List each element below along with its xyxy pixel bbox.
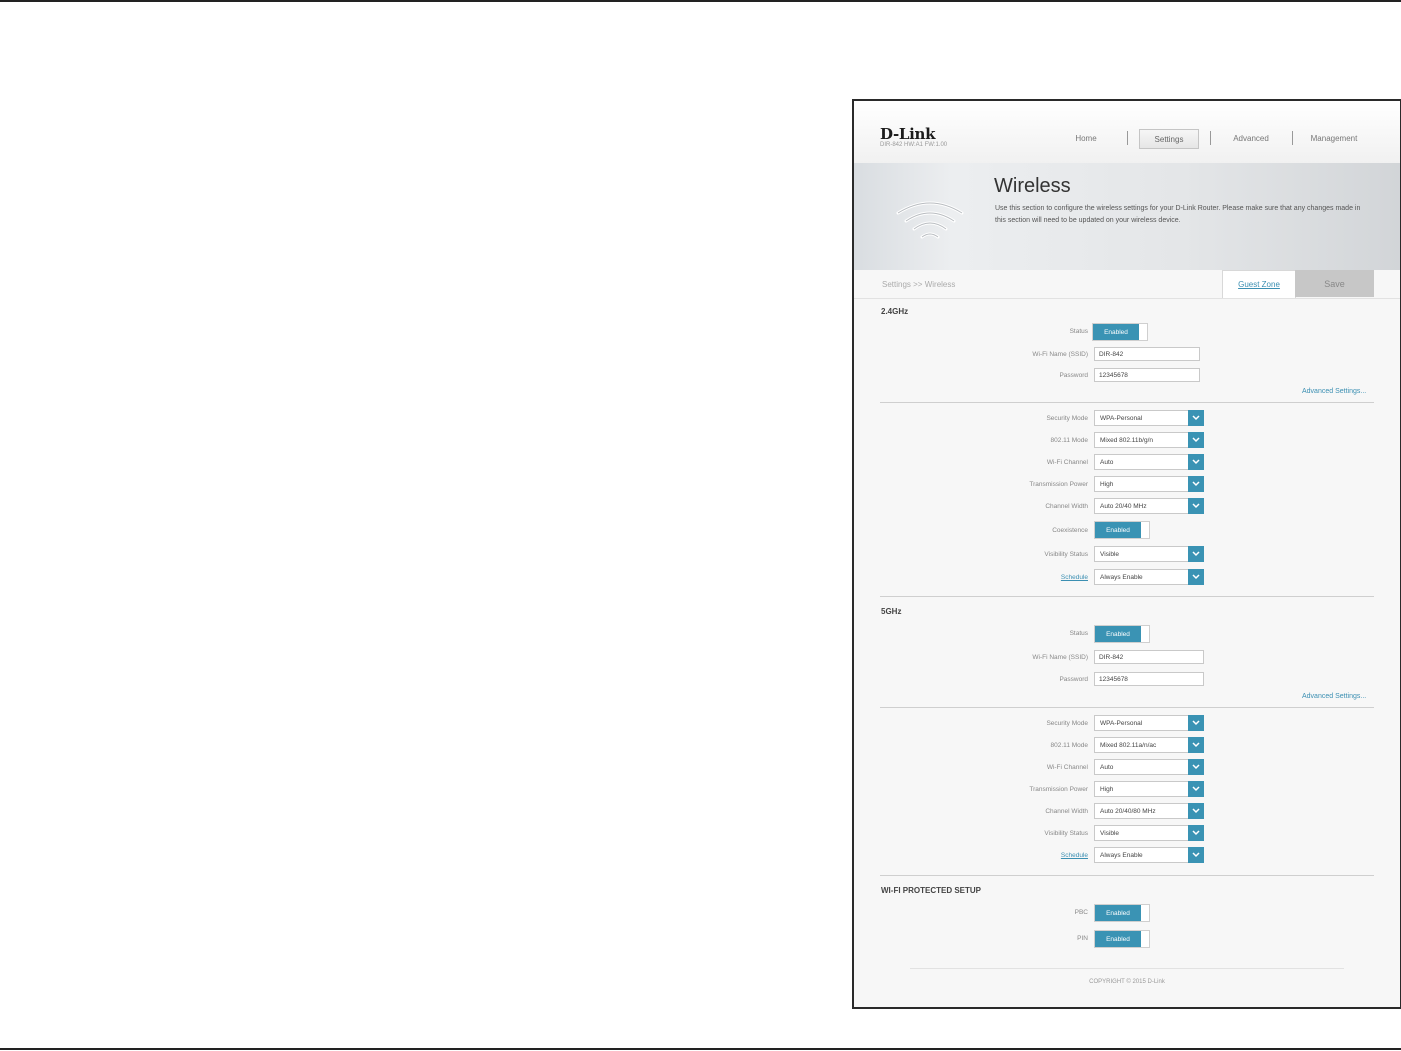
visibility-label: Visibility Status — [1044, 830, 1088, 837]
nav-home[interactable]: Home — [1075, 133, 1097, 143]
select-value: High — [1100, 786, 1114, 793]
divider — [880, 402, 1374, 403]
power-label: Transmission Power — [1029, 481, 1088, 488]
schedule-link[interactable]: Schedule — [1060, 574, 1088, 581]
mode-select[interactable] — [1094, 432, 1204, 448]
select-value: Visible — [1100, 830, 1120, 837]
security-mode-label: Security Mode — [1046, 720, 1088, 727]
save-button[interactable]: Save — [1295, 270, 1374, 297]
channel-select[interactable] — [1094, 454, 1204, 470]
chevron-down-icon — [1188, 410, 1204, 426]
chevron-down-icon — [1188, 759, 1204, 775]
nav-separator — [1127, 131, 1128, 145]
copyright: COPYRIGHT © 2015 D-Link — [1089, 979, 1165, 985]
select-value: Auto 20/40/80 MHz — [1100, 808, 1156, 815]
nav-separator — [1292, 131, 1293, 145]
chevron-down-icon — [1188, 715, 1204, 731]
router-screenshot — [852, 99, 1401, 1009]
channel-label: Wi-Fi Channel — [1046, 764, 1088, 771]
channel-width-label: Channel Width — [1045, 503, 1088, 510]
select-value: High — [1100, 481, 1114, 488]
password-input[interactable]: 12345678 — [1094, 368, 1200, 382]
channel-label: Wi-Fi Channel — [1046, 459, 1088, 466]
nav-settings[interactable]: Settings — [1139, 129, 1199, 149]
chevron-down-icon — [1188, 569, 1204, 585]
bottom-rule — [0, 1048, 1401, 1050]
top-rule — [0, 0, 1401, 2]
channel-width-select[interactable] — [1094, 803, 1204, 819]
status-label: Status — [1069, 328, 1088, 335]
select-value: WPA-Personal — [1100, 720, 1143, 727]
toggle-on-label: Enabled — [1095, 905, 1141, 921]
select-value: Visible — [1100, 551, 1120, 558]
header — [854, 101, 1400, 164]
wifi-icon — [894, 199, 966, 249]
select-value: Mixed 802.11b/g/n — [1100, 437, 1153, 444]
chevron-down-icon — [1188, 476, 1204, 492]
mode-label: 802.11 Mode — [1050, 742, 1088, 749]
chevron-down-icon — [1188, 737, 1204, 753]
page-title: Wireless — [994, 175, 1071, 197]
security-mode-select[interactable] — [1094, 715, 1204, 731]
channel-width-select[interactable] — [1094, 498, 1204, 514]
breadcrumb-bar — [854, 270, 1400, 299]
channel-select[interactable] — [1094, 759, 1204, 775]
ssid-input[interactable]: DIR-842 — [1094, 347, 1200, 361]
model-info: DIR-842 HW:A1 FW:1.00 — [880, 142, 948, 148]
advanced-settings-link[interactable]: Advanced Settings... — [1302, 388, 1367, 395]
ssid-input[interactable]: DIR-842 — [1094, 650, 1204, 664]
select-value: Mixed 802.11a/n/ac — [1100, 742, 1157, 749]
toggle-on-label: Enabled — [1095, 522, 1141, 538]
chevron-down-icon — [1188, 847, 1204, 863]
chevron-down-icon — [1188, 803, 1204, 819]
schedule-link[interactable]: Schedule — [1060, 852, 1088, 859]
chevron-down-icon — [1188, 546, 1204, 562]
dlink-logo: D-Link — [880, 125, 936, 143]
guest-zone-link[interactable]: Guest Zone — [1222, 270, 1296, 298]
pin-label: PIN — [1077, 935, 1088, 942]
visibility-select[interactable] — [1094, 546, 1204, 562]
security-mode-select[interactable] — [1094, 410, 1204, 426]
section-heading-5ghz: 5GHz — [881, 607, 902, 616]
password-label: Password — [1059, 372, 1088, 379]
select-value: Auto — [1100, 459, 1114, 466]
schedule-select[interactable] — [1094, 847, 1204, 863]
chevron-down-icon — [1188, 432, 1204, 448]
password-label: Password — [1059, 676, 1088, 683]
select-value: Auto — [1100, 764, 1114, 771]
select-value: Always Enable — [1100, 852, 1143, 859]
channel-width-label: Channel Width — [1045, 808, 1088, 815]
power-select[interactable] — [1094, 476, 1204, 492]
pbc-toggle[interactable] — [1094, 904, 1150, 922]
password-input[interactable]: 12345678 — [1094, 672, 1204, 686]
mode-select[interactable] — [1094, 737, 1204, 753]
select-value: Always Enable — [1100, 574, 1143, 581]
select-value: WPA-Personal — [1100, 415, 1143, 422]
section-heading-wps: WI-FI PROTECTED SETUP — [881, 886, 981, 895]
pbc-label: PBC — [1074, 909, 1088, 916]
chevron-down-icon — [1188, 825, 1204, 841]
visibility-select[interactable] — [1094, 825, 1204, 841]
schedule-select[interactable] — [1094, 569, 1204, 585]
ssid-label: Wi-Fi Name (SSID) — [1032, 654, 1088, 661]
ssid-label: Wi-Fi Name (SSID) — [1032, 351, 1088, 358]
status-toggle[interactable] — [1094, 625, 1150, 643]
chevron-down-icon — [1188, 498, 1204, 514]
page-description: Use this section to configure the wireless settings for your D-Link Router. Please make sure that any changes made in this section will need to be updated on your wireless device. — [995, 205, 1361, 224]
advanced-settings-link[interactable]: Advanced Settings... — [1302, 693, 1367, 700]
toggle-on-label: Enabled — [1095, 626, 1141, 642]
nav-management[interactable]: Management — [1310, 133, 1358, 143]
chevron-down-icon — [1188, 454, 1204, 470]
toggle-on-label: Enabled — [1095, 931, 1141, 947]
status-label: Status — [1069, 630, 1088, 637]
toggle-on-label: Enabled — [1093, 324, 1139, 340]
pin-toggle[interactable] — [1094, 930, 1150, 948]
status-toggle[interactable] — [1092, 323, 1148, 341]
security-mode-label: Security Mode — [1046, 415, 1088, 422]
breadcrumb: Settings >> Wireless — [882, 280, 956, 289]
mode-label: 802.11 Mode — [1050, 437, 1088, 444]
page-banner — [854, 163, 1400, 270]
coexistence-label: Coexistence — [1052, 527, 1088, 534]
power-label: Transmission Power — [1029, 786, 1088, 793]
divider — [880, 596, 1374, 597]
divider — [880, 875, 1374, 876]
section-heading-24ghz: 2.4GHz — [881, 307, 909, 316]
coexistence-toggle[interactable] — [1094, 521, 1150, 539]
power-select[interactable] — [1094, 781, 1204, 797]
select-value: Auto 20/40 MHz — [1100, 503, 1147, 510]
footer-divider — [910, 968, 1344, 969]
nav-advanced[interactable]: Advanced — [1233, 133, 1269, 143]
divider — [880, 707, 1374, 708]
chevron-down-icon — [1188, 781, 1204, 797]
visibility-label: Visibility Status — [1044, 551, 1088, 558]
nav-separator — [1210, 131, 1211, 145]
